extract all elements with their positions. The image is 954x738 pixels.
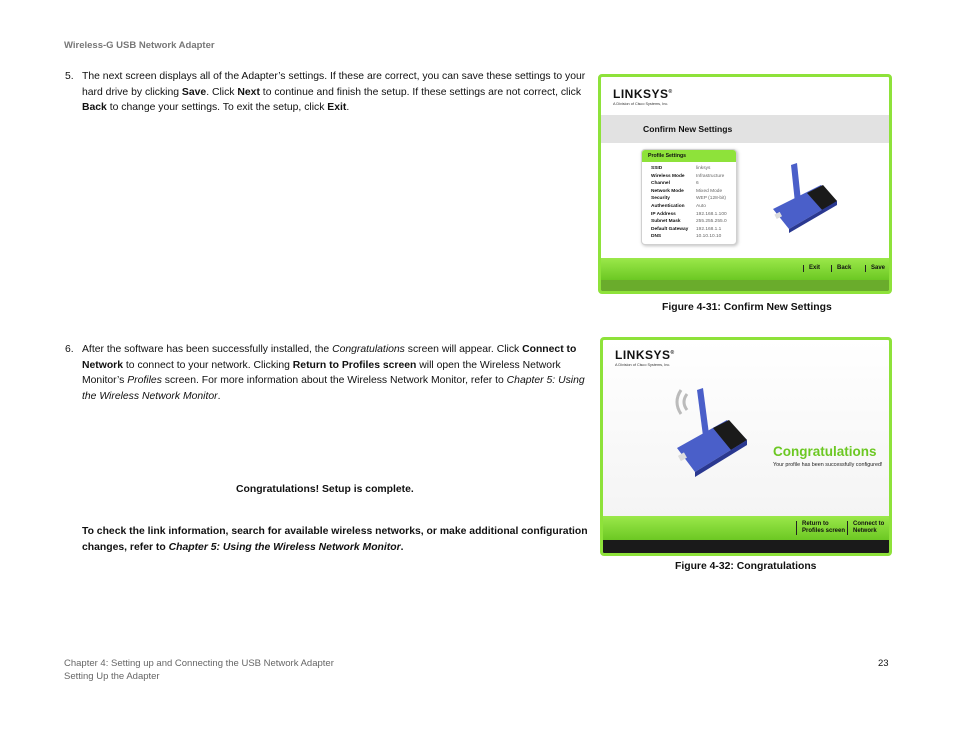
settings-row xyxy=(642,173,736,181)
antenna-shape xyxy=(697,388,709,436)
return-to-profiles-button[interactable] xyxy=(796,521,845,535)
bottom-strip xyxy=(601,280,889,291)
bottom-strip xyxy=(603,540,889,553)
settings-row xyxy=(642,188,736,196)
step-5-paragraph xyxy=(65,69,595,116)
figure-31-caption: Figure 4-31: Confirm New Settings xyxy=(662,302,832,313)
settings-row xyxy=(642,203,736,211)
profile-settings-title: Profile Settings xyxy=(642,150,736,162)
step-6-text: After the software has been successfully installed, the xyxy=(82,344,333,355)
setting-value: Mixed Mode xyxy=(696,188,723,194)
chapter-5-reference: Chapter 5: Using the Wireless Network Monitor xyxy=(82,375,585,402)
next-term: Next xyxy=(237,86,260,98)
connect-label-line-2: Network xyxy=(853,528,877,534)
setting-value: WEP (128-bit) xyxy=(696,196,727,202)
confirm-settings-screenshot xyxy=(598,74,892,294)
setup-complete-note: Congratulations! Setup is complete. xyxy=(236,484,414,495)
profile-settings-card xyxy=(641,149,737,245)
setting-value: 255.255.255.0 xyxy=(696,219,727,225)
back-button[interactable]: Back xyxy=(831,265,851,272)
step-5-text: . Click xyxy=(206,86,238,98)
footer-section: Setting Up the Adapter xyxy=(64,670,160,682)
logo-subtitle: A Division of Cisco Systems, Inc. xyxy=(615,363,671,367)
congratulations-screenshot xyxy=(600,337,892,556)
document-header: Wireless-G USB Network Adapter xyxy=(64,40,215,51)
settings-row xyxy=(642,165,736,173)
step-6-text: screen. For more information about the Wireless Network Monitor, refer to xyxy=(161,375,507,386)
settings-row xyxy=(642,233,736,241)
settings-row xyxy=(642,218,736,226)
step-6-number: 6. xyxy=(65,344,74,355)
usb-adapter-image xyxy=(767,157,847,237)
linksys-logo xyxy=(613,87,673,106)
chapter-5-reference: Chapter 5: Using the Wireless Network Monitor xyxy=(168,541,401,553)
logo-text: LINKSYS xyxy=(615,348,671,362)
setting-value: 6 xyxy=(696,181,699,187)
connect-to-network-button[interactable] xyxy=(847,521,884,535)
setting-key: Subnet Mask xyxy=(651,219,681,225)
congratulations-subtext: Your profile has been successfully configured! xyxy=(773,462,883,468)
settings-row xyxy=(642,226,736,234)
setting-key: Security xyxy=(651,196,670,202)
save-button[interactable]: Save xyxy=(865,265,885,272)
final-text: To check the link information, search for available wireless networks, or make additional configuration changes, refer to xyxy=(82,526,588,553)
return-label-line-1: Return to xyxy=(802,521,829,527)
title-band xyxy=(601,115,889,143)
setting-key: SSID xyxy=(651,166,663,171)
setting-key: Authentication xyxy=(651,203,685,209)
settings-list xyxy=(642,162,736,241)
page-number: 23 xyxy=(878,658,889,669)
screen-title: Confirm New Settings xyxy=(643,124,733,134)
logo-subtitle: A Division of Cisco Systems, Inc. xyxy=(613,102,669,106)
button-bar xyxy=(603,516,889,540)
logo-text: LINKSYS xyxy=(613,87,669,101)
button-bar xyxy=(601,258,889,280)
step-6-text: screen will appear. Click xyxy=(404,344,523,355)
settings-row xyxy=(642,195,736,203)
connect-term: Connect to Network xyxy=(82,344,577,371)
return-label-line-2: Profiles screen xyxy=(802,528,846,534)
step-6-paragraph xyxy=(65,342,595,404)
step-5-text: . xyxy=(346,102,350,113)
setting-value: 192.168.1.100 xyxy=(696,211,727,217)
footer-chapter: Chapter 4: Setting up and Connecting the USB Network Adapter xyxy=(64,658,334,669)
setting-value: linksys xyxy=(696,166,711,171)
setting-value: Infrastructure xyxy=(696,173,725,179)
page-footer xyxy=(64,658,334,683)
setting-key: Network Mode xyxy=(651,188,684,194)
logo-registered: ® xyxy=(668,89,673,95)
settings-row xyxy=(642,180,736,188)
setting-key: Default Gateway xyxy=(651,226,689,232)
return-term: Return to Profiles screen xyxy=(292,359,417,371)
settings-row xyxy=(642,211,736,219)
congratulations-term: Congratulations xyxy=(332,344,405,355)
signal-wave-icon xyxy=(684,394,687,410)
congratulations-heading: Congratulations xyxy=(773,444,877,459)
save-term: Save xyxy=(181,86,207,98)
setting-key: Channel xyxy=(651,181,670,187)
exit-button[interactable]: Exit xyxy=(803,265,820,272)
step-5-number: 5. xyxy=(65,71,74,82)
setting-key: IP Address xyxy=(651,211,676,217)
figure-32-caption: Figure 4-32: Congratulations xyxy=(675,561,817,572)
final-text: . xyxy=(400,541,404,553)
linksys-logo xyxy=(615,348,675,367)
usb-adapter-image xyxy=(669,376,759,486)
back-term: Back xyxy=(82,102,107,113)
signal-wave-icon xyxy=(677,390,681,414)
step-5-text: to change your settings. To exit the setup, click xyxy=(106,102,328,113)
step-6-text: will open the Wireless Network Monitor’s xyxy=(82,359,561,386)
step-6-text: . xyxy=(217,390,221,402)
setting-key: DNS xyxy=(651,234,662,240)
step-6-text: to connect to your network. Clicking xyxy=(123,359,293,371)
profiles-term: Profiles xyxy=(127,375,162,386)
step-5-text: The next screen displays all of the Adapter’s settings. If these are correct, you can save these settings to your hard drive by clicking xyxy=(82,71,586,98)
step-5-text: to continue and finish the setup. If these settings are not correct, click xyxy=(259,86,582,98)
setting-value: 10.10.10.10 xyxy=(696,234,722,240)
logo-registered: ® xyxy=(670,350,675,356)
exit-term: Exit xyxy=(327,102,347,113)
connect-label-line-1: Connect to xyxy=(853,521,885,527)
setting-key: Wireless Mode xyxy=(651,173,685,179)
setting-value: Auto xyxy=(696,203,706,209)
setting-value: 192.168.1.1 xyxy=(696,226,722,232)
final-paragraph xyxy=(82,524,592,555)
